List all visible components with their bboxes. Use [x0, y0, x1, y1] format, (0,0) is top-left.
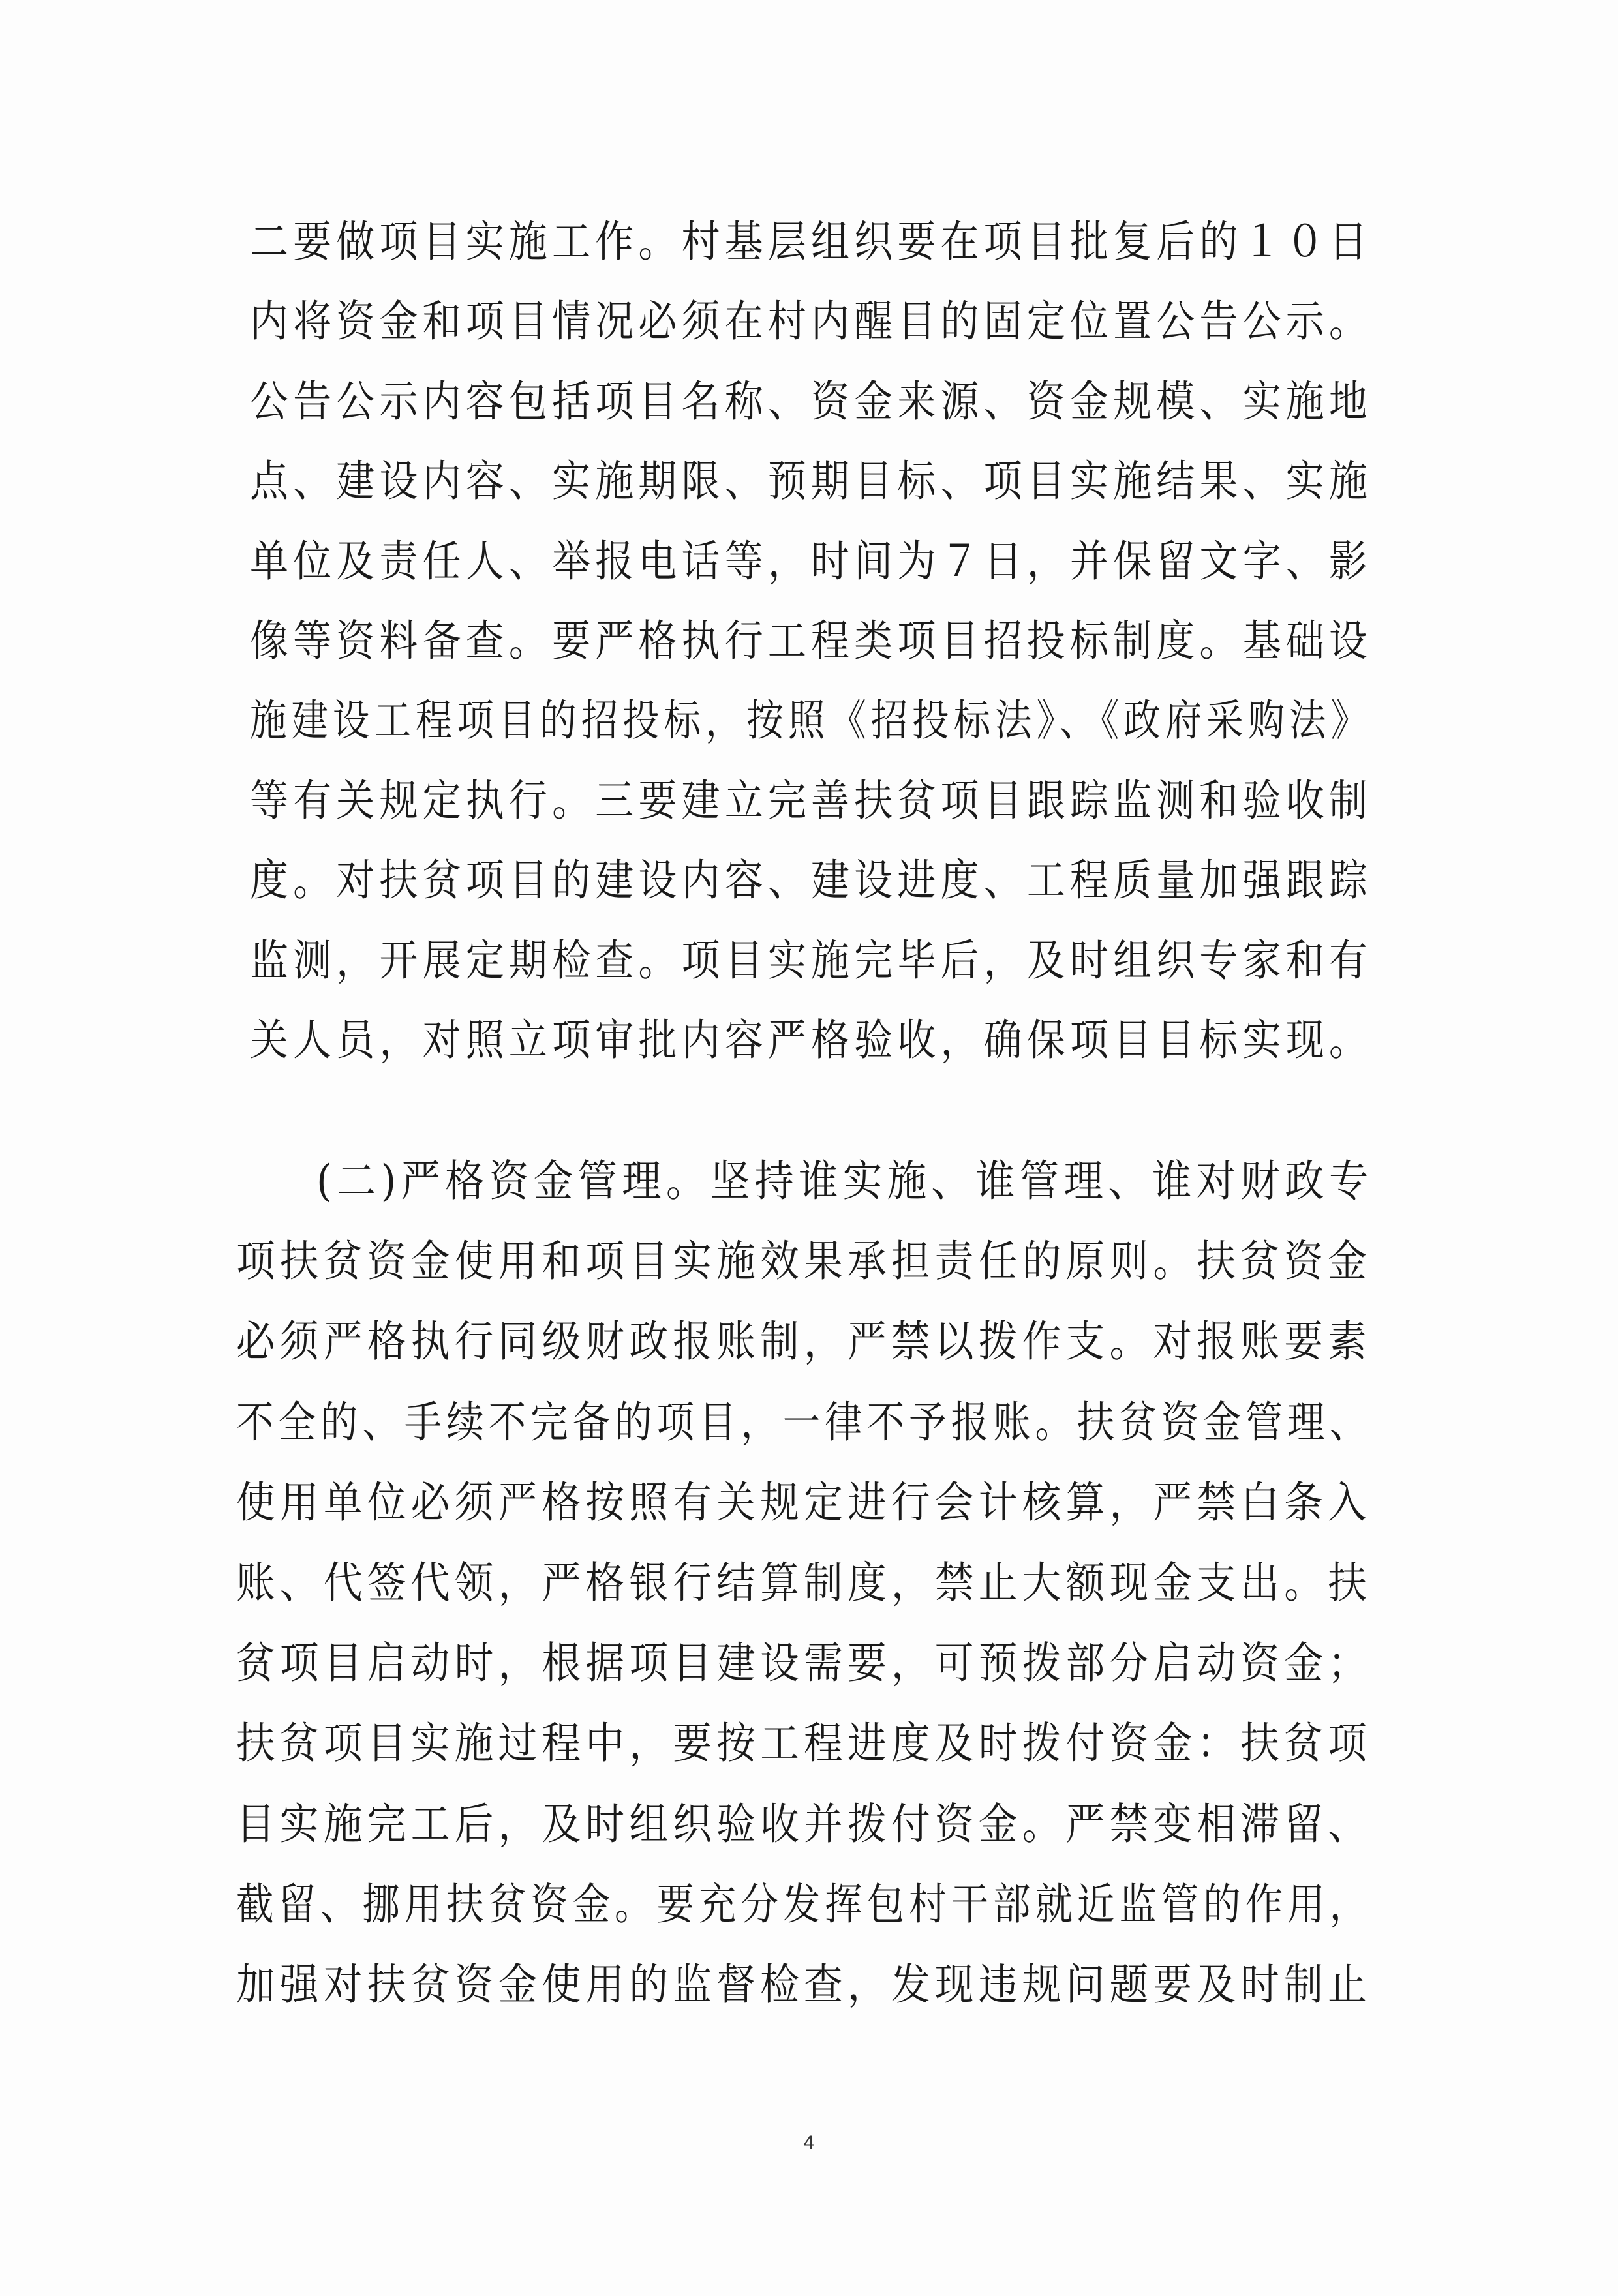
text-line: 内将资金和项目情况必须在村内醒目的固定位置公告公示。 [250, 296, 1373, 347]
text-line: (二)严格资金管理。坚持谁实施、谁管理、谁对财政专 [316, 1156, 1373, 1206]
text-line: 等有关规定执行。三要建立完善扶贫项目跟踪监测和验收制 [250, 775, 1373, 826]
text-line: 目实施完工后，及时组织验收并拨付资金。严禁变相滞留、 [236, 1798, 1372, 1849]
text-line: 像等资料备查。要严格执行工程类项目招投标制度。基础设 [250, 616, 1373, 666]
text-line: 不全的、手续不完备的项目，一律不予报账。扶贫资金管理、 [236, 1397, 1372, 1447]
text-line: 公告公示内容包括项目名称、资金来源、资金规模、实施地 [250, 376, 1373, 427]
text-line: 贫项目启动时，根据项目建设需要，可预拨部分启动资金； [236, 1638, 1372, 1689]
text-line: 单位及责任人、举报电话等，时间为７日，并保留文字、影 [250, 536, 1373, 586]
text-line: 关人员，对照立项审批内容严格验收，确保项目目标实现。 [250, 1015, 1373, 1065]
text-line: 账、代签代领，严格银行结算制度，禁止大额现金支出。扶 [236, 1558, 1372, 1608]
text-line: 截留、挪用扶贫资金。要充分发挥包村干部就近监管的作用， [236, 1879, 1372, 1929]
text-line: 必须严格执行同级财政报账制，严禁以拨作支。对报账要素 [236, 1316, 1372, 1367]
page-number: 4 [803, 2132, 815, 2153]
text-line: 加强对扶贫资金使用的监督检查，发现违规问题要及时制止 [236, 1959, 1372, 2010]
text-line: 度。对扶贫项目的建设内容、建设进度、工程质量加强跟踪 [250, 855, 1373, 906]
text-line: 点、建设内容、实施期限、预期目标、项目实施结果、实施 [250, 456, 1373, 507]
text-line: 监测，开展定期检查。项目实施完毕后，及时组织专家和有 [250, 935, 1373, 986]
text-line: 使用单位必须严格按照有关规定进行会计核算，严禁白条入 [236, 1477, 1372, 1528]
text-line: 项扶贫资金使用和项目实施效果承担责任的原则。扶贫资金 [236, 1236, 1372, 1287]
text-line: 施建设工程项目的招投标，按照《招投标法》、《政府采购法》 [250, 695, 1372, 746]
text-line: 二要做项目实施工作。村基层组织要在项目批复后的１０日 [250, 217, 1373, 267]
text-line: 扶贫项目实施过程中，要按工程进度及时拨付资金：扶贫项 [236, 1718, 1372, 1769]
